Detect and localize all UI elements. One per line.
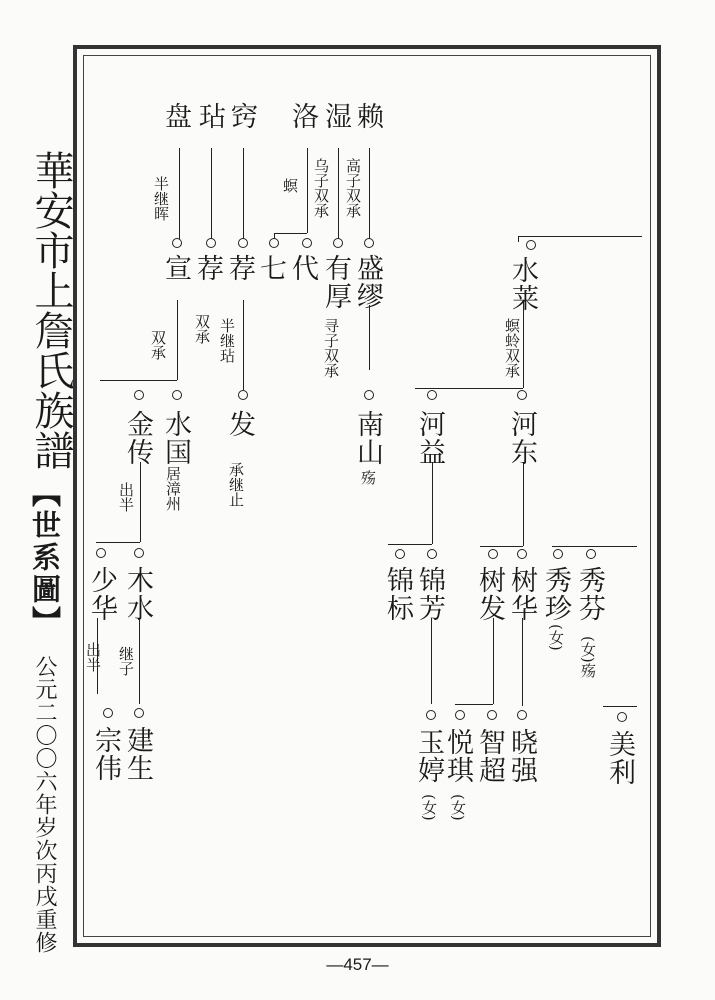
- note-shuilai: 螟蛉双承: [503, 318, 521, 378]
- note-lai: 高子双承: [344, 158, 362, 218]
- note-shi: 乌子双承: [312, 158, 330, 218]
- gen3-name-shuiguo: 水国: [160, 410, 191, 466]
- gen2-name-shengmiu: 盛缪: [352, 254, 383, 310]
- note-shuiguo: 居漳州: [164, 466, 182, 511]
- note-mushui: 继子: [117, 646, 135, 676]
- note-youhou: 寻子双承: [322, 318, 340, 378]
- note-jian-1: 半继玷: [218, 318, 236, 363]
- gen4-name-shuhua: 树华: [506, 566, 537, 622]
- gen5-name-xiaoqiang: 晓强: [506, 728, 537, 784]
- gen5-name-meili: 美利: [604, 730, 635, 786]
- gen4-name-xiuzhen: 秀珍: [540, 566, 571, 622]
- gen1-name-qiao: 窍: [226, 102, 257, 130]
- gen5-name-yueqi: 悦琪: [442, 728, 473, 784]
- note-jinchuan: 出半: [117, 482, 135, 512]
- note-shaohua: 出半: [84, 642, 102, 672]
- page-number: —457—: [326, 955, 389, 974]
- gen5-name-yuting: 玉婷: [413, 728, 444, 784]
- gen2-name-dai: 代: [287, 254, 318, 282]
- note-fa: 承继止: [227, 462, 245, 507]
- gen4-name-shufa: 树发: [474, 566, 505, 622]
- gen4-name-mushui: 木水: [122, 566, 153, 622]
- gen5-name-jiansheng: 建生: [122, 726, 153, 782]
- gen1-name-pan: 盘: [160, 102, 191, 130]
- gen4-name-jinfang: 锦芳: [414, 566, 445, 622]
- genealogy-book-title: 華安市上詹氏族譜: [28, 150, 74, 470]
- gen1-name-luo: 洛: [287, 102, 318, 130]
- revision-date: 公元二〇〇六年岁次丙戌重修: [32, 655, 57, 954]
- gen2-name-shuilai: 水莱: [507, 256, 538, 312]
- note-nanshan: 殇: [359, 470, 377, 485]
- note-yueqi: (女): [449, 794, 467, 821]
- gen3-name-heyi: 河益: [414, 410, 445, 466]
- gen2-name-qi: 七: [255, 254, 286, 282]
- note-yuting: (女): [420, 794, 438, 821]
- note-xiuzhen: (女): [547, 624, 565, 651]
- gen1-name-dian: 玷: [194, 102, 225, 130]
- gen1-name-shi: 湿: [320, 102, 351, 130]
- gen4-name-jinbiao: 锦标: [382, 566, 413, 622]
- note-luo: 螟: [281, 178, 299, 193]
- gen3-name-nanshan: 南山: [352, 410, 383, 466]
- gen2-name-jian-1: 荐: [224, 254, 255, 282]
- gen5-name-zongwei: 宗伟: [90, 726, 121, 782]
- note-xiufen: (女)殇: [579, 636, 597, 678]
- gen2-name-xuan: 宣: [160, 254, 191, 282]
- gen3-name-fa: 发: [224, 410, 255, 438]
- gen5-name-zhichao: 智超: [474, 728, 505, 784]
- gen2-name-jian-2: 荐: [192, 254, 223, 282]
- gen3-name-hedong: 河东: [506, 410, 537, 466]
- note-jian-2: 双承: [193, 314, 211, 344]
- note-pan: 半继晖: [152, 176, 170, 221]
- gen4-name-shaohua: 少华: [86, 566, 117, 622]
- gen1-name-lai: 赖: [352, 102, 383, 130]
- note-xuan: 双承: [149, 330, 167, 360]
- gen2-name-youhou: 有厚: [320, 254, 351, 310]
- gen4-name-xiufen: 秀芬: [574, 566, 605, 622]
- section-label: 【世系圖】: [28, 478, 62, 638]
- gen3-name-jinchuan: 金传: [122, 410, 153, 466]
